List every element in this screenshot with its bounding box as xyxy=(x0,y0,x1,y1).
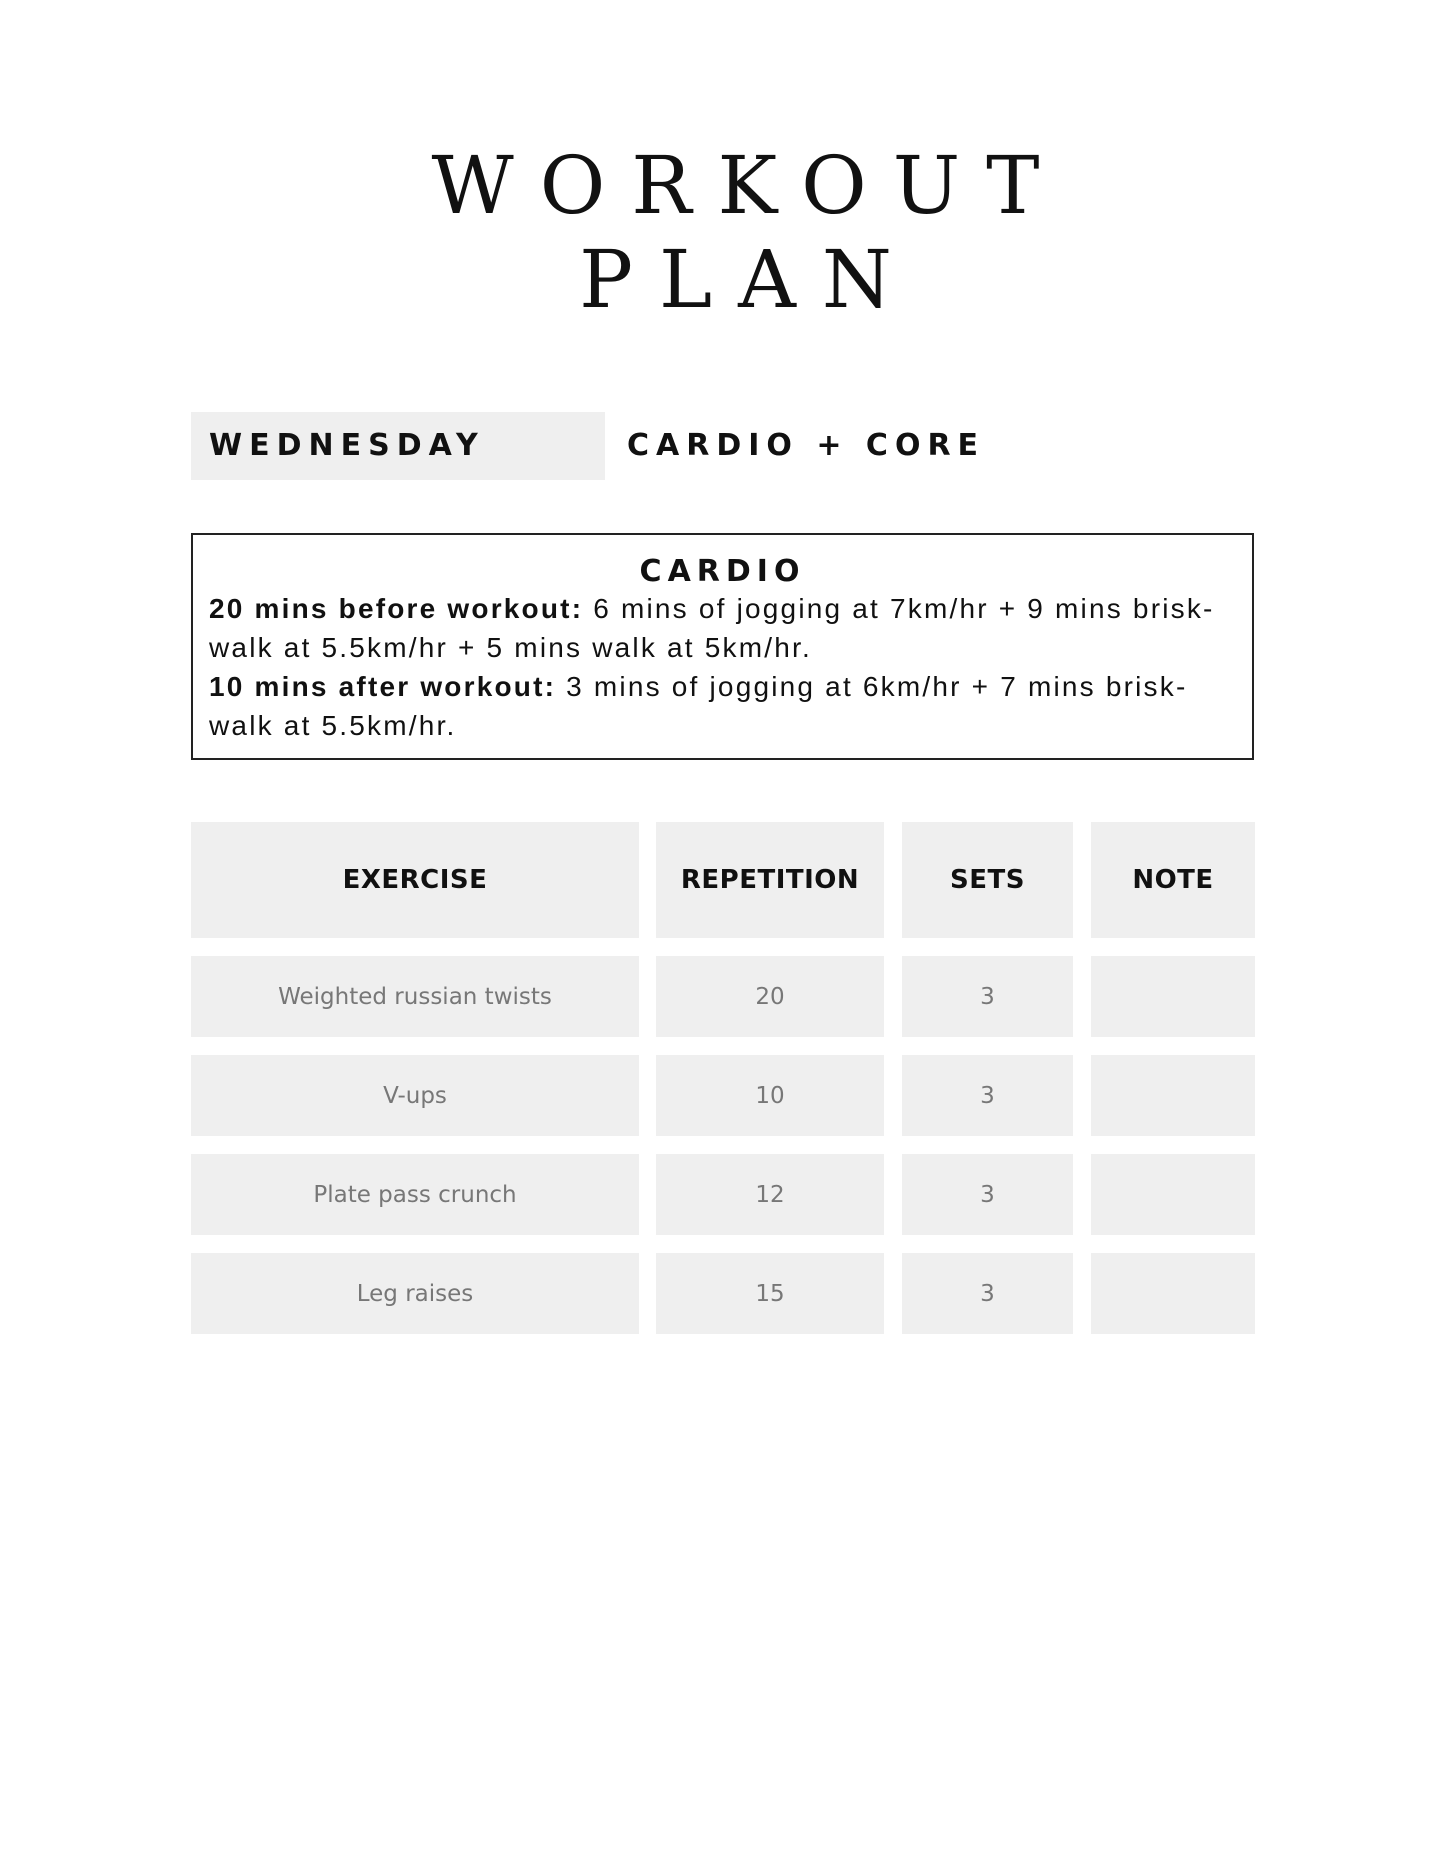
cardio-instructions xyxy=(209,589,1239,745)
table-cell-exercise: Plate pass crunch xyxy=(191,1154,639,1235)
table-cell-sets: 3 xyxy=(902,1253,1073,1334)
table-cell-exercise: Leg raises xyxy=(191,1253,639,1334)
table-cell-sets: 3 xyxy=(902,956,1073,1037)
day-badge xyxy=(191,412,605,480)
cardio-before-label: 20 mins before workout: xyxy=(209,593,584,624)
table-cell-repetition: 15 xyxy=(656,1253,884,1334)
column-header-note: NOTE xyxy=(1091,822,1255,938)
table-cell-note xyxy=(1091,1154,1255,1235)
cardio-after-label: 10 mins after workout: xyxy=(209,671,557,702)
table-cell-sets: 3 xyxy=(902,1154,1073,1235)
workout-focus-label: CARDIO + CORE xyxy=(627,428,986,463)
table-cell-exercise: Weighted russian twists xyxy=(191,956,639,1037)
column-header-sets: SETS xyxy=(902,822,1073,938)
table-cell-sets: 3 xyxy=(902,1055,1073,1136)
table-cell-repetition: 12 xyxy=(656,1154,884,1235)
cardio-section xyxy=(191,533,1254,760)
table-cell-repetition: 10 xyxy=(656,1055,884,1136)
day-label: WEDNESDAY xyxy=(209,428,485,463)
table-cell-note xyxy=(1091,1253,1255,1334)
cardio-after-paragraph xyxy=(209,667,1239,745)
column-header-repetition: REPETITION xyxy=(656,822,884,938)
column-header-exercise: EXERCISE xyxy=(191,822,639,938)
page-title-line1: WORKOUT xyxy=(431,139,1066,232)
cardio-heading: CARDIO xyxy=(639,554,806,589)
table-cell-exercise: V-ups xyxy=(191,1055,639,1136)
table-cell-note xyxy=(1091,956,1255,1037)
cardio-after-text: 3 mins of jogging at 6km/hr + 7 mins brisk-walk at 5.5km/hr. xyxy=(209,671,1188,741)
table-cell-repetition: 20 xyxy=(656,956,884,1037)
table-cell-note xyxy=(1091,1055,1255,1136)
cardio-before-text: 6 mins of jogging at 7km/hr + 9 mins brisk-walk at 5.5km/hr + 5 mins walk at 5km/hr. xyxy=(209,593,1215,663)
page-title-line2: PLAN xyxy=(579,233,918,326)
cardio-before-paragraph xyxy=(209,589,1239,667)
